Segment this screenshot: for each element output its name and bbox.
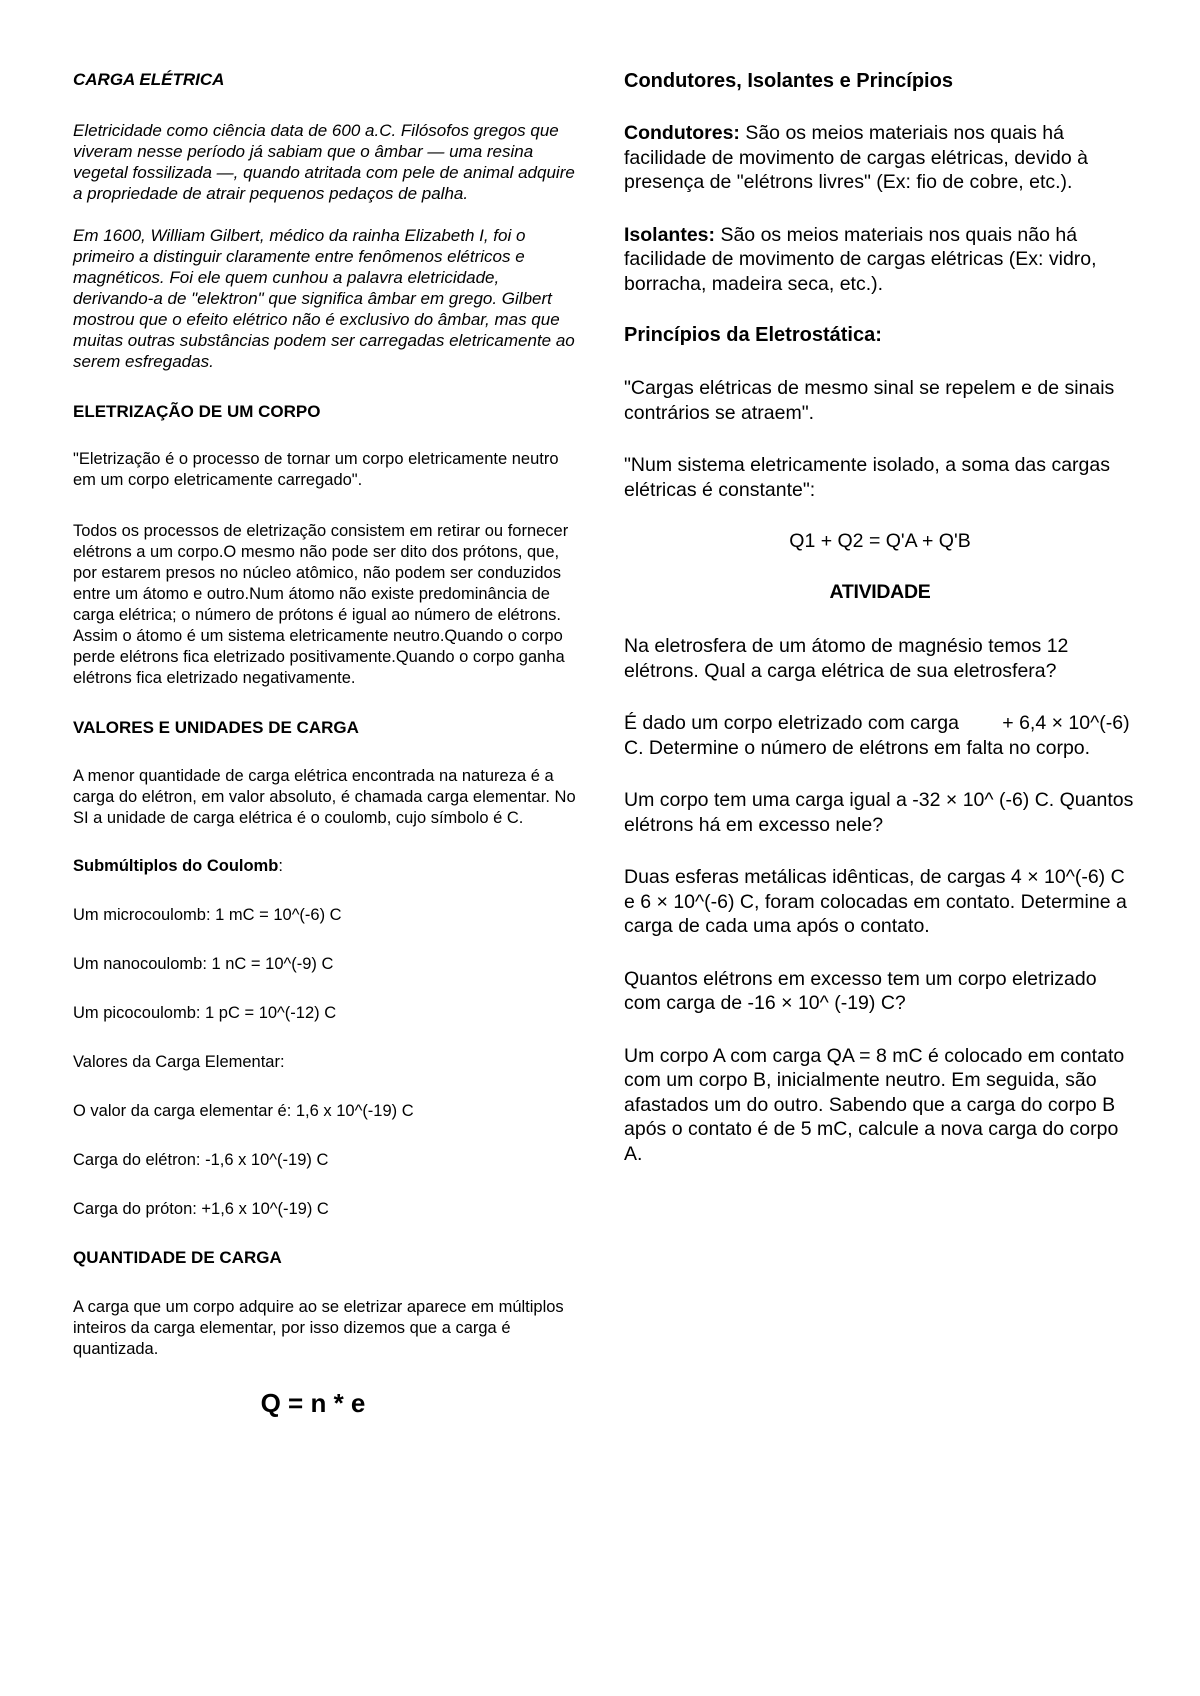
carga-proton-line: Carga do próton: +1,6 x 10^(-19) C xyxy=(73,1200,329,1218)
isolantes-paragraph xyxy=(624,223,1136,297)
eletrizacao-body: Todos os processos de eletrização consistem em retirar ou fornecer elétrons a um corpo.O mesmo não pode ser dito dos prótons, que, por estarem presos no núcleo atômico, não podem ser conduzidos entre um átomo e outro.Num átomo não existe predominância de carga elétrica; o número de prótons é igual ao número de elétrons. Assim o átomo é um sistema eletricamente neutro.Quando o corpo perde elétrons fica eletrizado positivamente.Quando o corpo ganha elétrons fica eletrizado negativamente. xyxy=(73,522,569,687)
heading-valores-unidades: VALORES E UNIDADES DE CARGA xyxy=(73,718,359,737)
carga-eletron-line: Carga do elétron: -1,6 x 10^(-19) C xyxy=(73,1151,329,1169)
heading-condutores-isolantes: Condutores, Isolantes e Princípios xyxy=(624,70,953,92)
intro-paragraph-2: Em 1600, William Gilbert, médico da rainha Elizabeth I, foi o primeiro a distinguir claramente entre fenômenos elétricos e magnéticos. Foi ele quem cunhou a palavra eletricidade, derivando-a de "elektron" que significa âmbar em grego. Gilbert mostrou que o efeito elétrico não é exclusivo do âmbar, mas que muitas outras substâncias podem ser carregadas eletricamente ao serem esfregadas. xyxy=(73,226,575,371)
picocoulomb-line: Um picocoulomb: 1 pC = 10^(-12) C xyxy=(73,1004,337,1022)
principio-1: "Cargas elétricas de mesmo sinal se repelem e de sinais contrários se atraem". xyxy=(624,377,1115,424)
heading-atividade: ATIVIDADE xyxy=(829,581,931,603)
condutores-label: Condutores: xyxy=(624,122,740,144)
question-6: Um corpo A com carga QA = 8 mC é colocado em contato com um corpo B, inicialmente neutro. Em seguida, são afastados um do outro. Sabendo que a carga do corpo B após o contato é de 5 mC, calcule a nova carga do corpo A. xyxy=(624,1044,1125,1165)
valores-body: A menor quantidade de carga elétrica encontrada na natureza é a carga do elétron, em valor absoluto, é chamada carga elementar. No SI a unidade de carga elétrica é o coulomb, cujo símbolo é C. xyxy=(73,767,576,827)
principio-2: "Num sistema eletricamente isolado, a soma das cargas elétricas é constante": xyxy=(624,454,1110,501)
left-column xyxy=(73,70,583,1419)
nanocoulomb-line: Um nanocoulomb: 1 nC = 10^(-9) C xyxy=(73,955,334,973)
valor-carga-elementar-line: O valor da carga elementar é: 1,6 x 10^(-19) C xyxy=(73,1102,414,1120)
valores-carga-elementar-label: Valores da Carga Elementar: xyxy=(73,1053,285,1071)
submultiplos-heading: Submúltiplos do Coulomb xyxy=(73,857,279,875)
heading-principios: Princípios da Eletrostática: xyxy=(624,324,882,346)
section-title-carga-eletrica: CARGA ELÉTRICA xyxy=(73,70,225,89)
question-2: É dado um corpo eletrizado com carga + 6,4 × 10^(-6) C. Determine o número de elétrons em falta no corpo. xyxy=(624,712,1135,759)
microcoulomb-line: Um microcoulomb: 1 mC = 10^(-6) C xyxy=(73,906,342,924)
heading-quantidade-carga: QUANTIDADE DE CARGA xyxy=(73,1248,282,1267)
right-column xyxy=(624,70,1136,1194)
question-1: Na eletrosfera de um átomo de magnésio temos 12 elétrons. Qual a carga elétrica de sua eletrosfera? xyxy=(624,635,1069,682)
condutores-paragraph xyxy=(624,121,1136,195)
question-3: Um corpo tem uma carga igual a -32 × 10^ (-6) C. Quantos elétrons há em excesso nele? xyxy=(624,789,1134,836)
question-4: Duas esferas metálicas idênticas, de cargas 4 × 10^(-6) C e 6 × 10^(-6) C, foram colocadas em contato. Determine a carga de cada uma após o contato. xyxy=(624,866,1127,937)
eletrizacao-quote: "Eletrização é o processo de tornar um corpo eletricamente neutro em um corpo eletricamente carregado". xyxy=(73,450,559,489)
question-5: Quantos elétrons em excesso tem um corpo eletrizado com carga de -16 × 10^ (-19) C? xyxy=(624,967,1097,1014)
isolantes-label: Isolantes: xyxy=(624,223,716,246)
intro-paragraph-1: Eletricidade como ciência data de 600 a.C. Filósofos gregos que viveram nesse período já sabiam que o âmbar — uma resina vegetal fossilizada —, quando atritada com pele de animal adquire a propriedade de atrair pequenos pedaços de palha. xyxy=(73,121,575,203)
submultiplos-heading-line xyxy=(73,856,583,877)
heading-eletrizacao: ELETRIZAÇÃO DE UM CORPO xyxy=(73,402,321,421)
conservation-equation: Q1 + Q2 = Q'A + Q'B xyxy=(789,530,971,552)
formula-q-n-e: Q = n * e xyxy=(260,1388,366,1418)
quantidade-body: A carga que um corpo adquire ao se eletrizar aparece em múltiplos inteiros da carga elementar, por isso dizemos que a carga é quantizada. xyxy=(73,1298,564,1358)
isolantes-text: São os meios materiais nos quais não há facilidade de movimento de cargas elétricas (Ex: vidro, borracha, madeira seca, etc.). xyxy=(624,223,1097,295)
submultiplos-colon: : xyxy=(278,857,283,875)
condutores-text: São os meios materiais nos quais há facilidade de movimento de cargas elétricas, devido à presença de "elétrons livres" (Ex: fio de cobre, etc.). xyxy=(624,122,1088,193)
